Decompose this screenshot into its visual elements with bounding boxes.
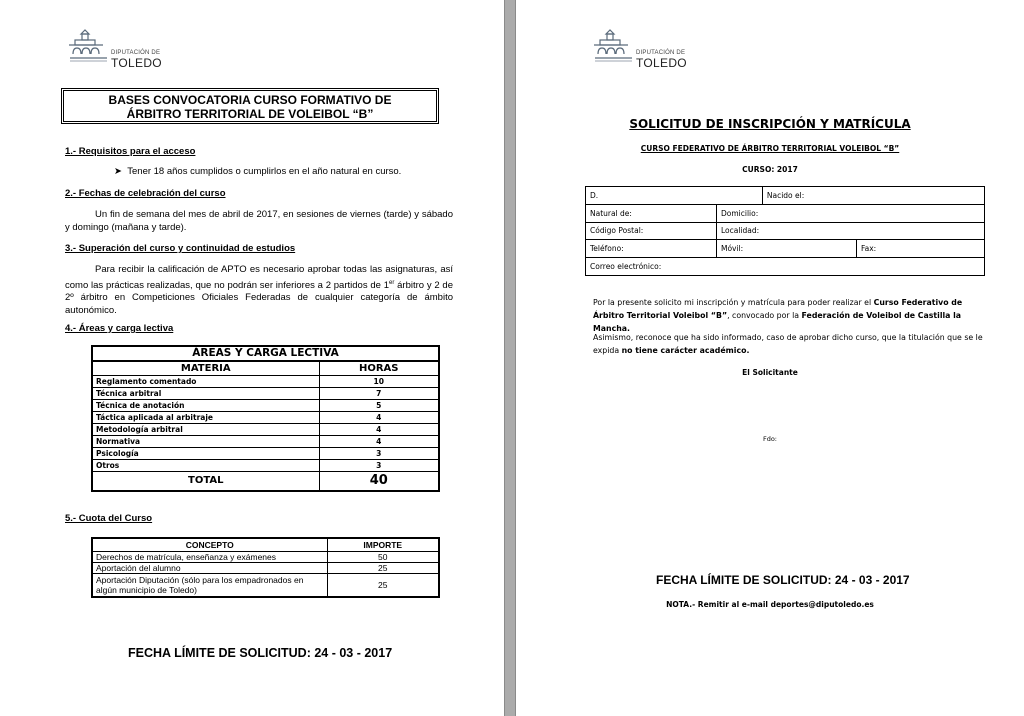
importe-cell: 50 <box>327 551 439 562</box>
materia-cell: Metodología arbitral <box>92 423 319 435</box>
horas-cell: 4 <box>319 423 439 435</box>
horas-cell: 5 <box>319 399 439 411</box>
document-title <box>61 88 439 124</box>
table-row <box>92 562 439 573</box>
request-text-a: Por la presente solicito mi inscripción y matrícula para poder realizar el <box>593 298 874 307</box>
materia-cell: Reglamento comentado <box>92 375 319 387</box>
requirement-text: Tener 18 años cumplidos o cumplirlos en el año natural en curso. <box>127 166 402 177</box>
form-title: SOLICITUD DE INSCRIPCIÓN Y MATRÍCULA <box>629 117 911 131</box>
col-materia: MATERIA <box>92 361 319 375</box>
cuota-table <box>91 537 440 598</box>
registration-form <box>585 186 985 276</box>
horas-cell: 4 <box>319 411 439 423</box>
ack-text: Asimismo, reconoce que ha sido informado, caso de aprobar dicho curso, que la titulación que se le expida <box>593 333 983 355</box>
horas-cell: 3 <box>319 459 439 471</box>
table-row <box>92 375 439 387</box>
field-birthdate[interactable]: Nacido el: <box>762 187 984 205</box>
page-bases <box>0 0 504 716</box>
materia-cell: Otros <box>92 459 319 471</box>
field-postal-code[interactable]: Código Postal: <box>586 222 717 240</box>
table-row <box>92 551 439 562</box>
field-name[interactable]: D. <box>586 187 763 205</box>
materia-cell: Técnica arbitral <box>92 387 319 399</box>
request-paragraph <box>593 296 985 335</box>
section-3-text <box>65 264 453 317</box>
ordinal-sup: er <box>389 279 395 286</box>
diputacion-logo <box>592 28 692 73</box>
field-fax[interactable]: Fax: <box>857 240 985 258</box>
table-row <box>92 447 439 459</box>
horas-cell: 7 <box>319 387 439 399</box>
section-1-heading: 1.- Requisitos para el acceso <box>65 146 196 157</box>
field-address[interactable]: Domicilio: <box>717 204 985 222</box>
areas-table-caption: ÁREAS Y CARGA LECTIVA <box>92 346 439 361</box>
importe-cell: 25 <box>327 573 439 597</box>
section-2-text: Un fin de semana del mes de abril de 2017, en sesiones de viernes (tarde) y sábado y domingo (mañana y tarde). <box>65 209 453 233</box>
section-3-text-a: Para recibir la calificación de APTO es necesario aprobar todas las asignaturas, así como las prácticas realizadas, que no podrán ser inferiores a 2 partidos de 1 <box>65 264 453 291</box>
concepto-cell: Aportación del alumno <box>92 562 327 573</box>
concepto-cell: Aportación Diputación (sólo para los empadronados en algún municipio de Toledo) <box>92 573 327 597</box>
deadline-left: FECHA LÍMITE DE SOLICITUD: 24 - 03 - 2017 <box>128 646 393 660</box>
horas-cell: 4 <box>319 435 439 447</box>
table-row <box>92 399 439 411</box>
materia-cell: Técnica de anotación <box>92 399 319 411</box>
table-row <box>92 411 439 423</box>
diputacion-logo <box>67 28 167 73</box>
field-email[interactable]: Correo electrónico: <box>586 258 985 276</box>
request-text-c: , convocado por la <box>727 311 802 320</box>
table-row <box>92 459 439 471</box>
table-row <box>92 423 439 435</box>
solicitante-label: El Solicitante <box>742 368 798 377</box>
table-row <box>92 573 439 597</box>
field-phone[interactable]: Teléfono: <box>586 240 717 258</box>
concepto-cell: Derechos de matrícula, enseñanza y exámenes <box>92 551 327 562</box>
materia-cell: Normativa <box>92 435 319 447</box>
form-subtitle: CURSO FEDERATIVO DE ÁRBITRO TERRITORIAL VOLEIBOL “B” <box>640 144 900 153</box>
materia-cell: Táctica aplicada al arbitraje <box>92 411 319 423</box>
email-note: NOTA.- Remitir al e-mail deportes@diputoledo.es <box>666 600 874 609</box>
form-year: CURSO: 2017 <box>742 165 798 174</box>
section-3-text-b: árbitro y 2 de 2º árbitro en Competiciones Oficiales Federadas de cualquier categoría de ámbito autonómico. <box>65 279 454 316</box>
acknowledgement-paragraph <box>593 331 985 357</box>
field-mobile[interactable]: Móvil: <box>717 240 857 258</box>
field-birthplace[interactable]: Natural de: <box>586 204 717 222</box>
ack-bold: no tiene carácter académico. <box>621 346 750 355</box>
logo-line1: DIPUTACIÓN DE <box>636 50 686 56</box>
field-city[interactable]: Localidad: <box>717 222 985 240</box>
importe-cell: 25 <box>327 562 439 573</box>
arrow-bullet-icon: ➤ <box>114 166 122 177</box>
request-course: Curso Federativo de Árbitro Territorial Voleibol “B” <box>593 298 963 320</box>
logo-line1: DIPUTACIÓN DE <box>111 50 161 56</box>
col-importe: IMPORTE <box>327 538 439 551</box>
castle-icon <box>67 28 111 68</box>
section-4-heading: 4.- Áreas y carga lectiva <box>65 323 174 334</box>
areas-table <box>91 345 440 492</box>
col-horas: HORAS <box>319 361 439 375</box>
total-value: 40 <box>319 471 439 491</box>
materia-cell: Psicología <box>92 447 319 459</box>
total-row <box>92 471 439 491</box>
table-row <box>92 387 439 399</box>
horas-cell: 3 <box>319 447 439 459</box>
signature-label: Fdo: <box>762 435 778 443</box>
title-line1: BASES CONVOCATORIA CURSO FORMATIVO DE <box>108 93 392 107</box>
col-concepto: CONCEPTO <box>92 538 327 551</box>
table-row <box>92 435 439 447</box>
logo-line2: TOLEDO <box>111 56 162 70</box>
total-label: TOTAL <box>92 471 319 491</box>
page-solicitud <box>516 0 1024 716</box>
page-gutter <box>504 0 516 716</box>
section-5-heading: 5.- Cuota del Curso <box>65 513 153 524</box>
horas-cell: 10 <box>319 375 439 387</box>
title-line2: ÁRBITRO TERRITORIAL DE VOLEIBOL “B” <box>126 107 374 121</box>
section-3-heading: 3.- Superación del curso y continuidad de estudios <box>65 243 296 254</box>
requirement-item <box>114 166 401 177</box>
castle-icon <box>592 28 636 68</box>
request-federation: Federación de Voleibol de Castilla la Mancha. <box>593 311 962 333</box>
section-2-heading: 2.- Fechas de celebración del curso <box>65 188 226 199</box>
logo-line2: TOLEDO <box>636 56 687 70</box>
deadline-right: FECHA LÍMITE DE SOLICITUD: 24 - 03 - 2017 <box>656 573 910 587</box>
